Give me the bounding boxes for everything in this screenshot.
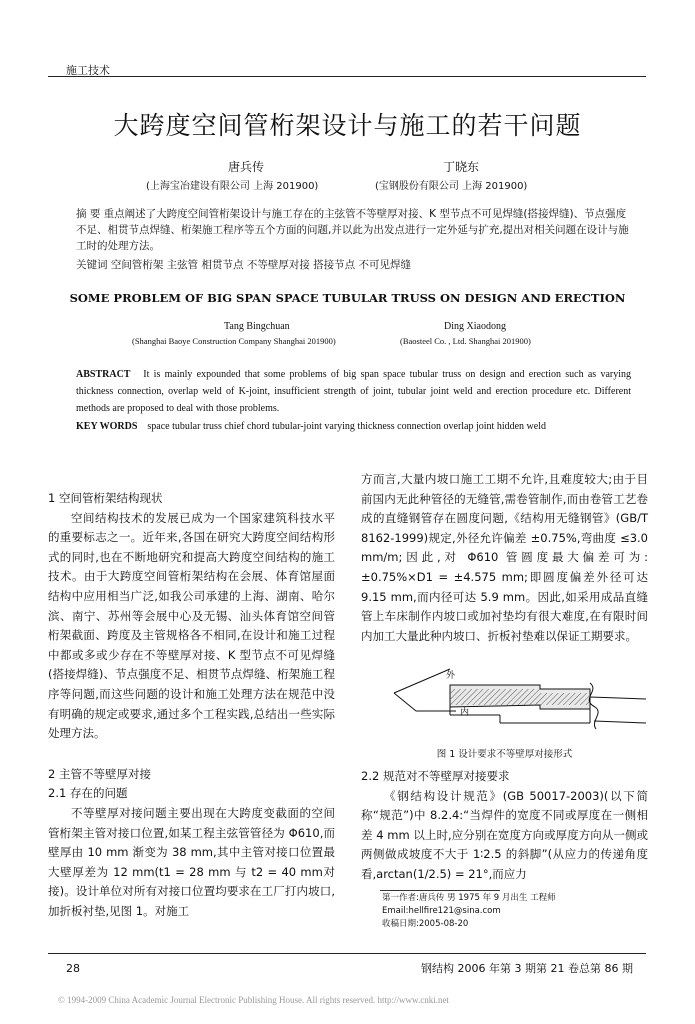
author-2-affiliation-en: (Baosteel Co. , Ltd. Shanghai 201900)	[400, 336, 531, 346]
bio-line-2: Email:hellfire121@sina.com	[382, 906, 501, 916]
abstract-cn: 摘 要 重点阐述了大跨度空间管桁架设计与施工存在的主弦管不等壁厚对接、K 型节点不可见焊缝(搭接焊缝)、节点强度不足、相贯节点焊缝、桁架施工程序等五个方面的问题,并以此为出发点进行一定外延与扩充,提出对相关问题在设计与施工时的处理方法。	[76, 208, 629, 252]
section-2-1-body: 不等壁厚对接问题主要出现在大跨度变截面的空间管桁架主管对接口位置,如某工程主弦管管径为 Φ610,而壁厚由 10 mm 渐变为 38 mm,其中主管对接口位置最大壁厚差为 12 mm(t1 = 28 mm 与 t2 = 40 mm对接)。设计单位对所有对接口位置均要求在工厂打内坡口,加折板衬垫,见图 1。对施工	[48, 805, 335, 918]
section-2-heading: 2 主管不等壁厚对接	[48, 766, 151, 781]
author-1-name: 唐兵传	[228, 160, 265, 174]
weld-joint-diagram	[390, 663, 650, 735]
journal-info: 钢结构 2006 年第 3 期第 21 卷总第 86 期	[421, 962, 633, 975]
author-2-name: 丁晓东	[443, 160, 480, 174]
bio-rule	[380, 890, 500, 891]
author-1-name-en: Tang Bingchuan	[224, 321, 290, 332]
keywords-en	[76, 419, 631, 435]
abstract-en-body: It is mainly expounded that some problems of big span space tubular truss on design and erection such as varying thickness connection, overlap weld of K-joint, insufficient strength of joint, tubular joint weld and erection procedure etc. Different methods are proposed to deal with those problems.	[76, 369, 631, 414]
left-column	[48, 489, 335, 921]
author-bio	[382, 892, 556, 931]
right-column-paragraph: 方而言,大量内坡口施工工期不允许,且难度较大;由于目前国内无此种管径的无缝管,需卷管制作,而由卷管工艺卷成的直缝钢管存在圆度问题,《结构用无缝钢管》(GB/T 8162-1999)规定,外径允许偏差 ±0.75%,弯曲度 ≤3.0 mm/m;因此,对 Φ610 管圆度最大偏差可为:±0.75%×D1 = ±4.575 mm;即圆度偏差外径可达 9.15 mm,而内径可达 5.9 mm。因此,如采用成品直缝管上车床制作内坡口或加衬垫均有很大难度,在有限时间内加工大量此种内坡口、折板衬垫难以保证工期要求。	[361, 472, 648, 643]
section-1-body: 空间结构技术的发展已成为一个国家建筑科技水平的重要标志之一。近年来,各国在研究大跨度空间结构形式的同时,也在不断地研究和提高大跨度空间结构的施工技术。由于大跨度空间管桁架结构在会展、体育馆屋面结构中应用相当广泛,如我公司承建的上海、湖南、哈尔滨、南宁、苏州等会展中心及无锡、汕头体育馆空间管桁架截面、跨度及主管规格各不相同,在设计和施工过程中都或多或少存在不等壁厚对接、K 型节点不可见焊缝(搭接焊缝)、节点强度不足、相贯节点焊缝、桁架施工程序等问题,而这些问题的设计和施工处理方法在规范中没有明确的规定或要求,通过多个工程实践,总结出一些实际处理方法。	[48, 510, 335, 741]
figure-label-inner: 内	[460, 708, 470, 718]
page-number: 28	[66, 962, 80, 975]
section-label: 施工技术	[66, 64, 110, 77]
figure-label-outer: 外	[446, 671, 456, 681]
keywords-en-body: space tubular truss chief chord tubular-joint varying thickness connection overlap joint hidden weld	[147, 421, 546, 432]
header-rule	[48, 76, 646, 77]
author-1-affiliation-en: (Shanghai Baoye Construction Company Shanghai 201900)	[132, 336, 336, 346]
keywords-en-label: KEY WORDS	[76, 421, 138, 432]
author-2-name-en: Ding Xiaodong	[444, 321, 506, 332]
article-title: 大跨度空间管桁架设计与施工的若干问题	[113, 111, 582, 140]
abstract-en-label: ABSTRACT	[76, 369, 131, 380]
bio-line-3: 收稿日期:2005-08-20	[382, 919, 469, 929]
bio-line-1: 第一作者:唐兵传 男 1975 年 9 月出生 工程师	[382, 893, 556, 903]
section-2-1-heading: 2.1 存在的问题	[48, 786, 128, 801]
section-2-2-heading: 2.2 规范对不等壁厚对接要求	[361, 769, 510, 783]
english-title: SOME PROBLEM OF BIG SPAN SPACE TUBULAR TRUSS ON DESIGN AND ERECTION	[69, 291, 626, 305]
keywords-cn: 关键词 空间管桁架 主弦管 相贯节点 不等壁厚对接 搭接节点 不可见焊缝	[76, 259, 412, 271]
copyright-line: © 1994-2009 China Academic Journal Electronic Publishing House. All rights reserved. http://www.cnki.net	[58, 995, 449, 1005]
footer-rule	[48, 953, 646, 954]
figure-1	[390, 663, 650, 739]
figure-1-caption: 图 1 设计要求不等壁厚对接形式	[436, 749, 573, 760]
section-2-2-body: 《钢结构设计规范》(GB 50017-2003)(以下简称“规范”)中 8.2.4:“当焊件的宽度不同或厚度在一侧相差 4 mm 以上时,应分别在宽度方向或厚度方向从一侧或两侧做成坡度不大于 1∶2.5 的斜脚”(从应力的传递角度看,arctan(1/2.5) = 21°,而应力	[361, 788, 648, 881]
abstract-en	[76, 366, 631, 417]
right-column-top	[361, 470, 648, 646]
right-column-bottom	[361, 767, 648, 885]
author-2-affiliation: (宝钢股份有限公司 上海 201900)	[375, 181, 528, 192]
section-1-heading: 1 空间管桁架结构现状	[48, 491, 163, 505]
author-1-affiliation: (上海宝冶建设有限公司 上海 201900)	[146, 181, 319, 192]
